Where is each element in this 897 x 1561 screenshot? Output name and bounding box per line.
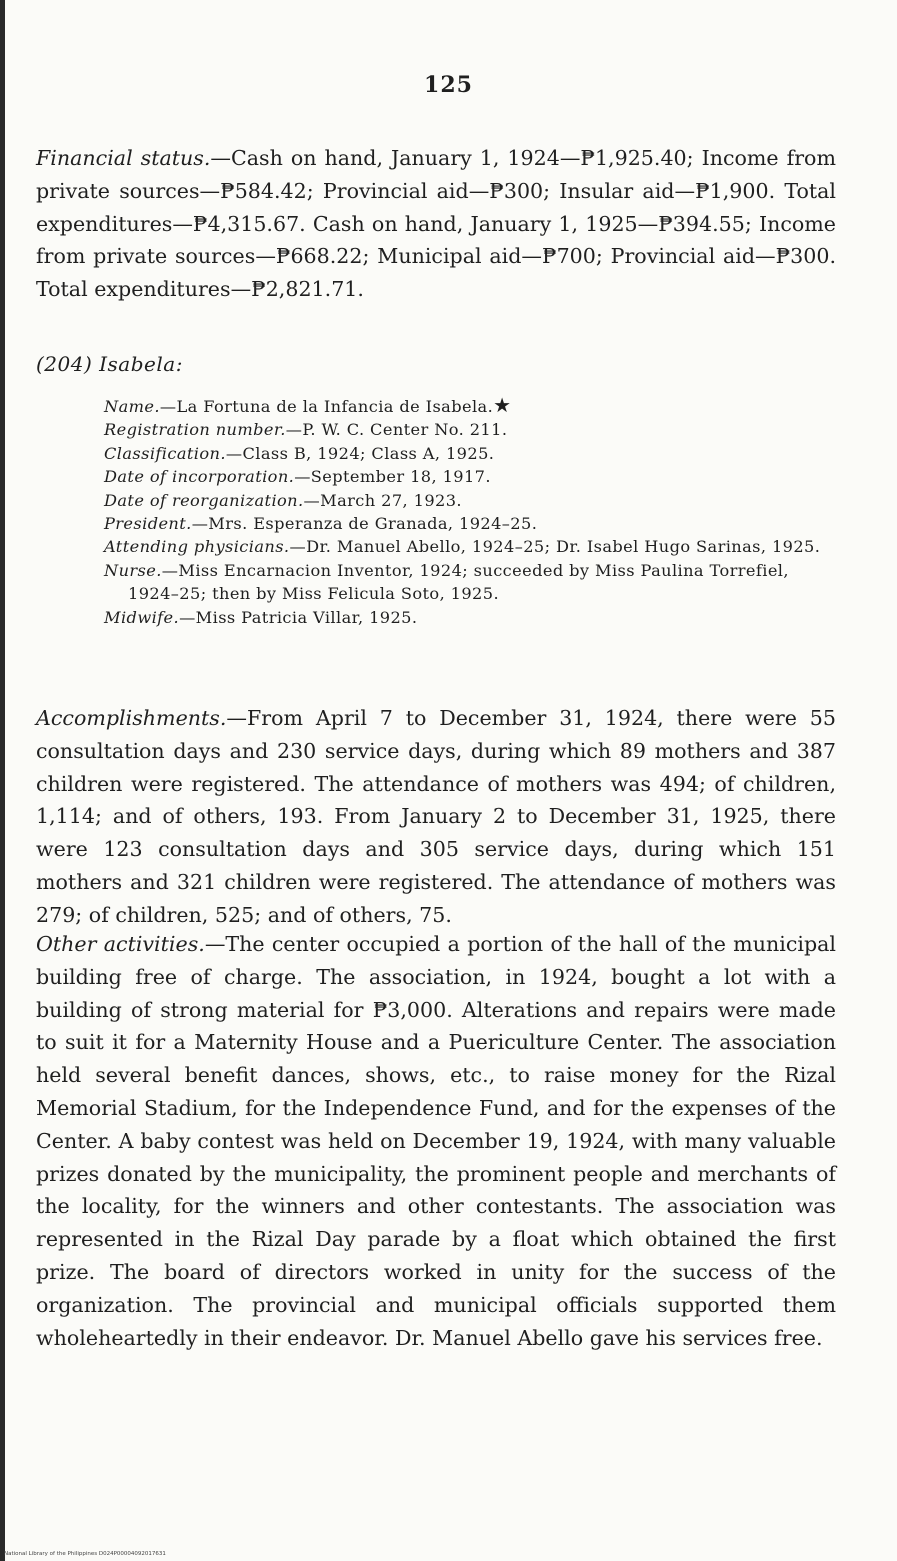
entry-label: Midwife. (104, 607, 180, 627)
entry-text: —Mrs. Esperanza de Granada, 1924–25. (191, 514, 538, 534)
entry-text: —March 27, 1923. (303, 490, 462, 510)
entry-text: —Class B, 1924; Class A, 1925. (225, 443, 495, 463)
entry-text: —P. W. C. Center No. 211. (285, 420, 508, 440)
financial-status-paragraph (36, 142, 836, 306)
entry-label: Classification. (104, 443, 226, 463)
other-activities-paragraph (36, 928, 836, 1354)
entry-label: Registration number. (104, 420, 286, 440)
entry-label: Date of incorporation. (104, 467, 295, 487)
other-activities-text: —The center occupied a portion of the hall of the municipal building free of charge. The association, in 1924, bought a lot with a building of strong material for ₱3,000. Alterations and repairs were made to suit it for a Maternity House and a Puericulture Center. The association held several benefit dances, shows, etc., to raise money for the Rizal Memorial Stadium, for the Independence Fund, and for the expenses of the Center. A baby contest was held on December 19, 1924, with many valuable prizes donated by the municipality, the prominent people and merchants of the locality, for the winners and other contestants. The association was represented in the Rizal Day parade by a float which obtained the first prize. The board of directors worked in unity for the success of the organization. The provincial and municipal officials supported them wholeheartedly in their endeavor. Dr. Manuel Abello gave his services free. (36, 932, 836, 1350)
financial-status-lead: Financial status. (36, 146, 211, 170)
entry-text: —Dr. Manuel Abello, 1924–25; Dr. Isabel Hugo Sarinas, 1925. (289, 537, 821, 557)
entry-label: Date of reorganization. (104, 490, 304, 510)
entry-label: Nurse. (104, 560, 162, 580)
entry-text: —Miss Patricia Villar, 1925. (179, 607, 418, 627)
library-footer: National Library of the Philippines D024P00004092017631 (4, 1551, 166, 1557)
entry-midwife (104, 606, 838, 629)
entry-attending-physicians (104, 535, 838, 558)
other-activities-lead: Other activities. (36, 932, 205, 956)
page-number: 125 (424, 72, 473, 98)
star-icon: ★ (493, 393, 512, 417)
entry-name (104, 394, 838, 418)
section-number: (204) (36, 352, 93, 376)
entry-text: —Miss Encarnacion Inventor, 1924; succeeded by Miss Paulina Torrefiel, 1924–25; then by Miss Felicula Soto, 1925. (128, 560, 789, 604)
entry-date-of-incorporation (104, 465, 838, 488)
entry-classification (104, 442, 838, 465)
entry-label: President. (104, 514, 192, 534)
financial-status-text: —Cash on hand, January 1, 1924—₱1,925.40; Income from private sources—₱584.42; Provincial aid—₱300; Insular aid—₱1,900. Total expenditures—₱4,315.67. Cash on hand, January 1, 1925—₱394.55; Income from private sources—₱668.22; Municipal aid—₱700; Provincial aid—₱300. Total expenditures—₱2,821.71. (36, 146, 836, 302)
section-title: Isabela: (99, 352, 183, 376)
entry-text: —September 18, 1917. (294, 467, 491, 487)
entry-president (104, 512, 838, 535)
entry-text: —La Fortuna de la Infancia de Isabela. (159, 397, 494, 416)
section-heading (36, 352, 183, 376)
entry-registration-number (104, 418, 838, 441)
accomplishments-lead: Accomplishments. (36, 706, 227, 730)
accomplishments-text: —From April 7 to December 31, 1924, there were 55 consultation days and 230 service days, during which 89 mothers and 387 children were registered. The attendance of mothers was 494; of children, 1,114; and of others, 193. From January 2 to December 31, 1925, there were 123 consultation days and 305 service days, during which 151 mothers and 321 children were registered. The attendance of mothers was 279; of children, 525; and of others, 75. (36, 706, 836, 927)
entry-label: Attending physicians. (104, 537, 290, 557)
entry-date-of-reorganization (104, 489, 838, 512)
page-edge (0, 0, 5, 1561)
entry-nurse (104, 559, 838, 606)
entry-label: Name. (104, 397, 160, 416)
center-details-list (104, 394, 838, 629)
accomplishments-paragraph (36, 702, 836, 932)
